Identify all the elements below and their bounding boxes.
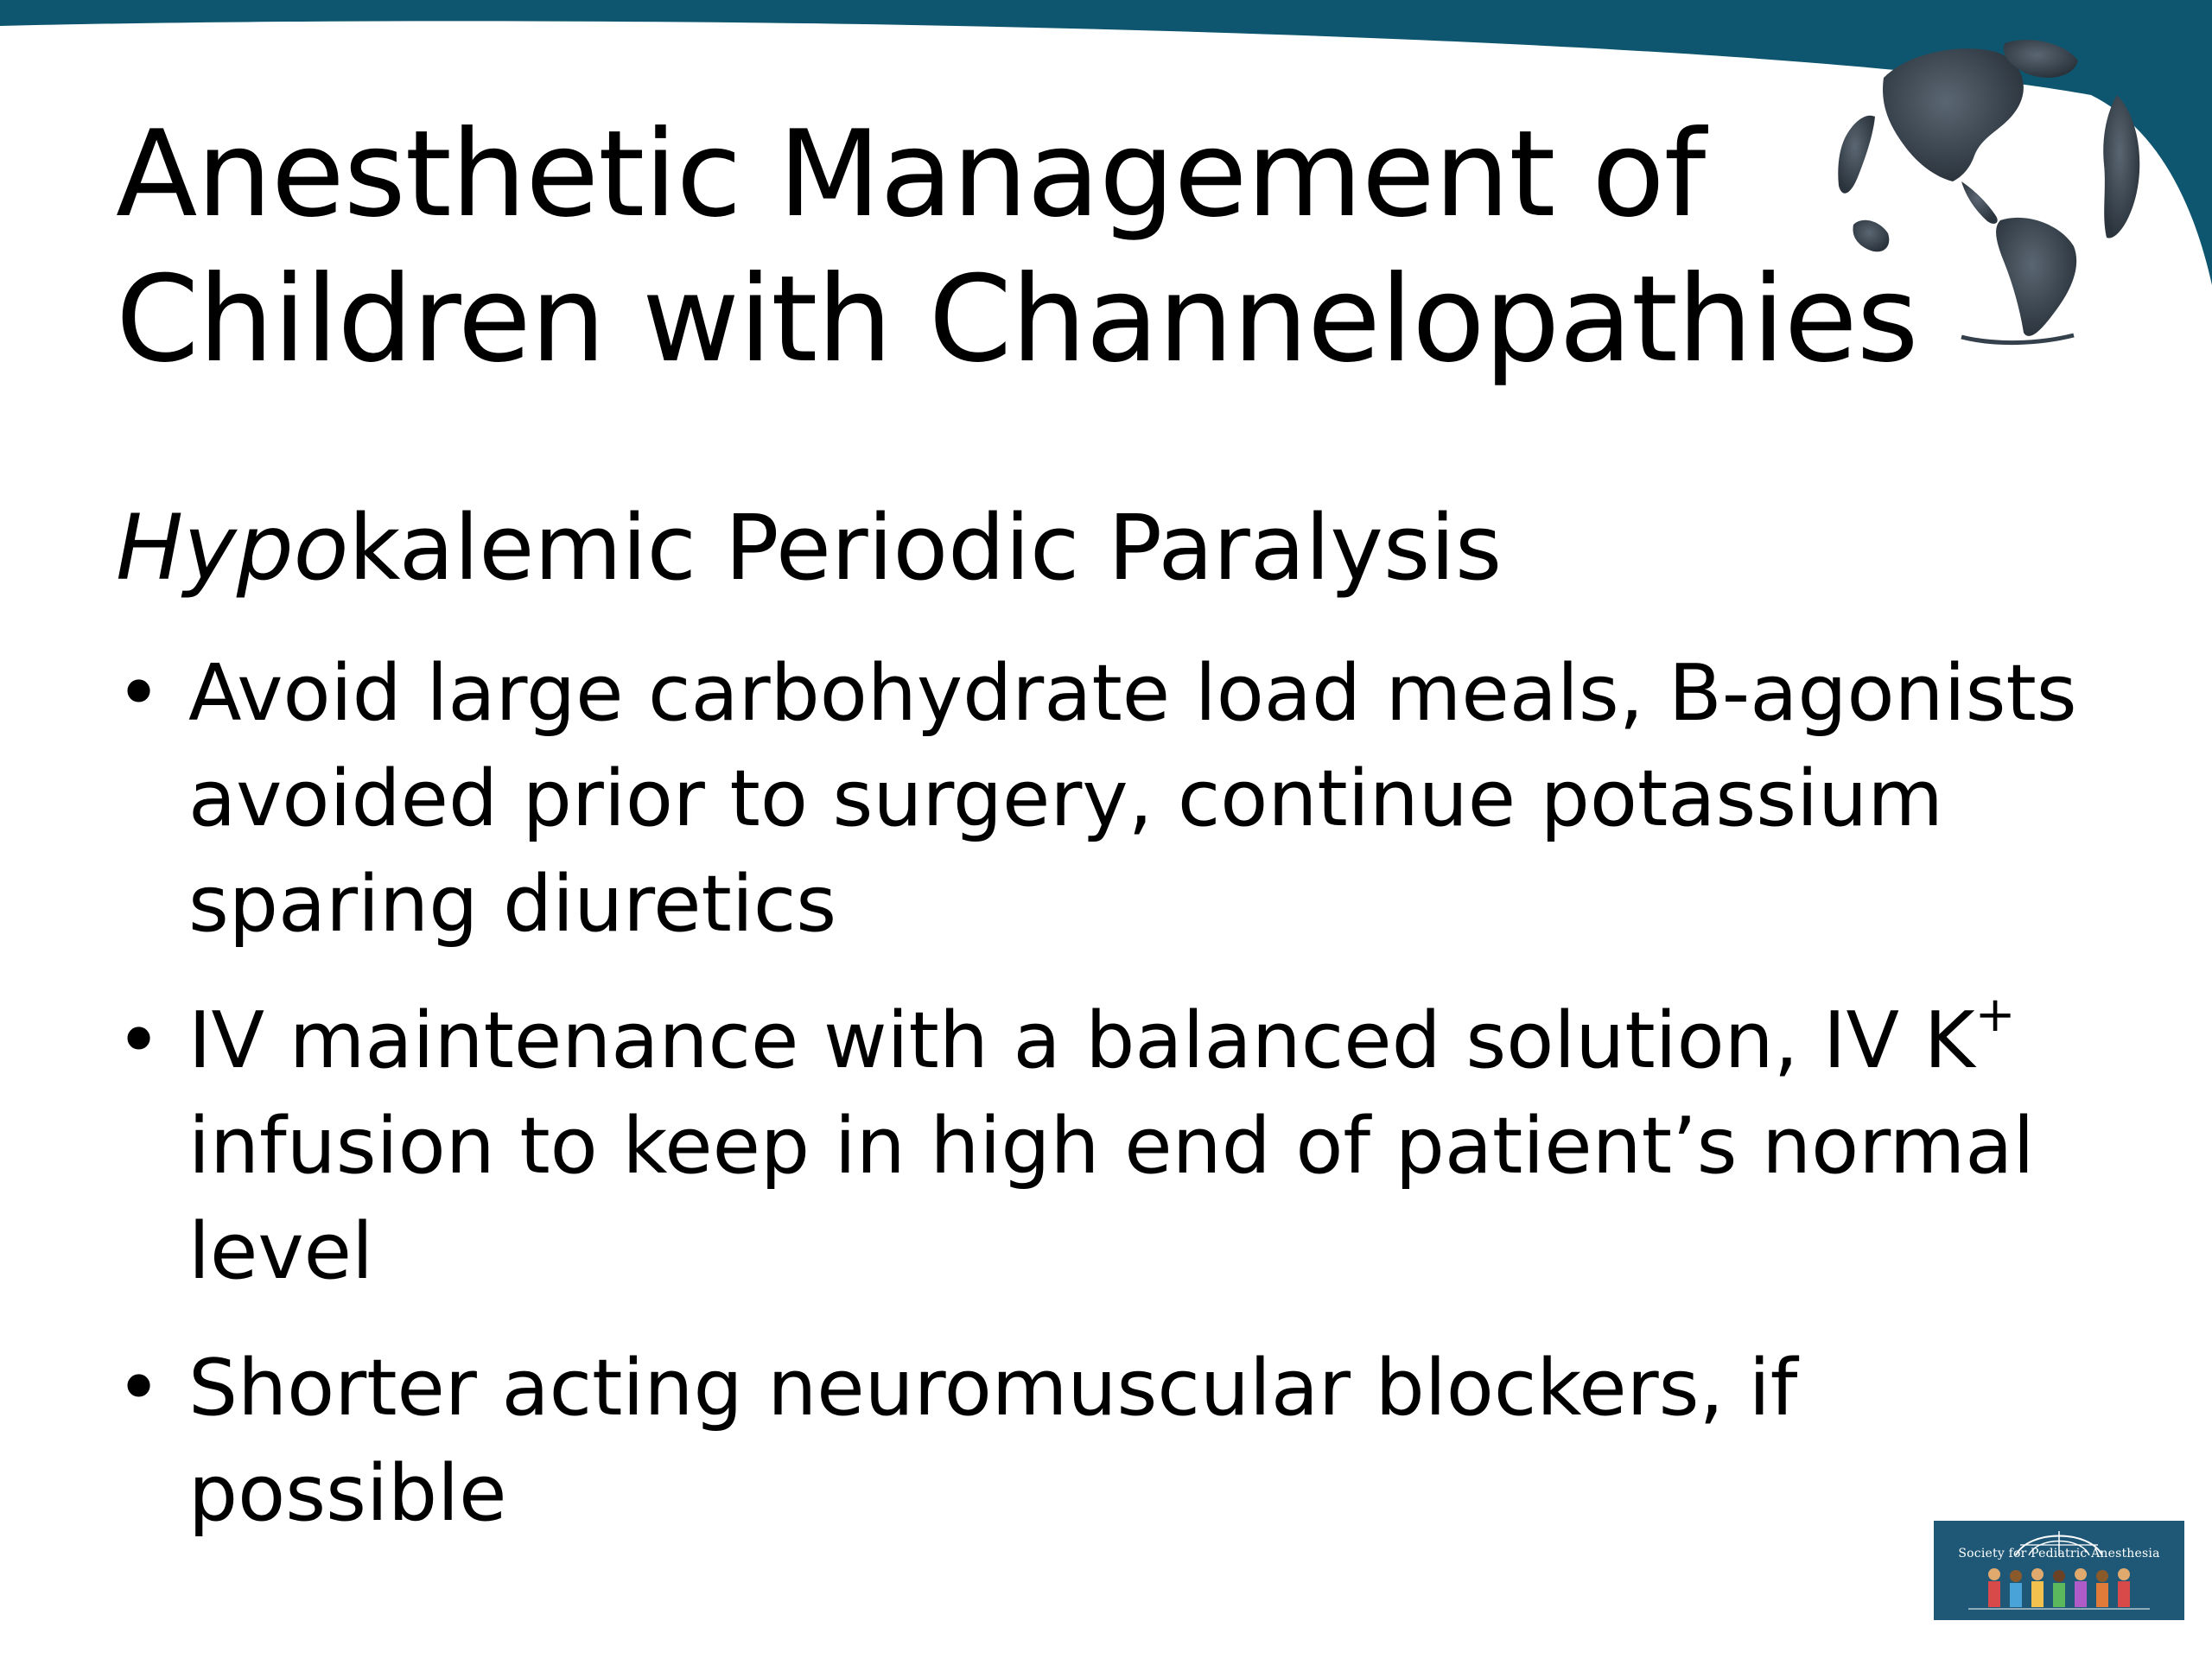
bullet-item <box>116 988 2138 1305</box>
bullet-marker: • <box>116 995 162 1086</box>
society-logo-text: Society for Pediatric Anesthesia <box>1958 1547 2160 1560</box>
slide-title <box>116 102 1918 392</box>
sphere-children-logo <box>1934 1521 2184 1620</box>
bullet-text-part: IV maintenance with a balanced solution, IV K <box>188 995 1975 1086</box>
society-logo <box>1934 1521 2184 1620</box>
bullet-marker: • <box>116 648 162 739</box>
section-heading-italic: Hypo <box>116 495 349 601</box>
bullet-text: Avoid large carbohydrate load meals, B-agonists avoided prior to surgery, continue potassium sparing diuretics <box>188 648 2077 950</box>
bullet-marker: • <box>116 1343 162 1433</box>
superscript-plus: + <box>1974 987 2016 1043</box>
bullet-text <box>188 988 2138 1305</box>
bullet-item <box>116 1336 2138 1547</box>
bullet-list <box>116 641 2138 1578</box>
section-heading-rest: kalemic Periodic Paralysis <box>348 495 1503 601</box>
bullet-item <box>116 641 2138 957</box>
title-line-2: Children with Channelopathies <box>116 250 1918 389</box>
bullet-text-part: infusion to keep in high end of patient’s normal level <box>188 1101 2035 1297</box>
section-heading <box>116 494 1502 601</box>
bullet-text: Shorter acting neuromuscular blockers, if possible <box>188 1343 1798 1539</box>
title-line-1: Anesthetic Management of <box>116 105 1706 244</box>
